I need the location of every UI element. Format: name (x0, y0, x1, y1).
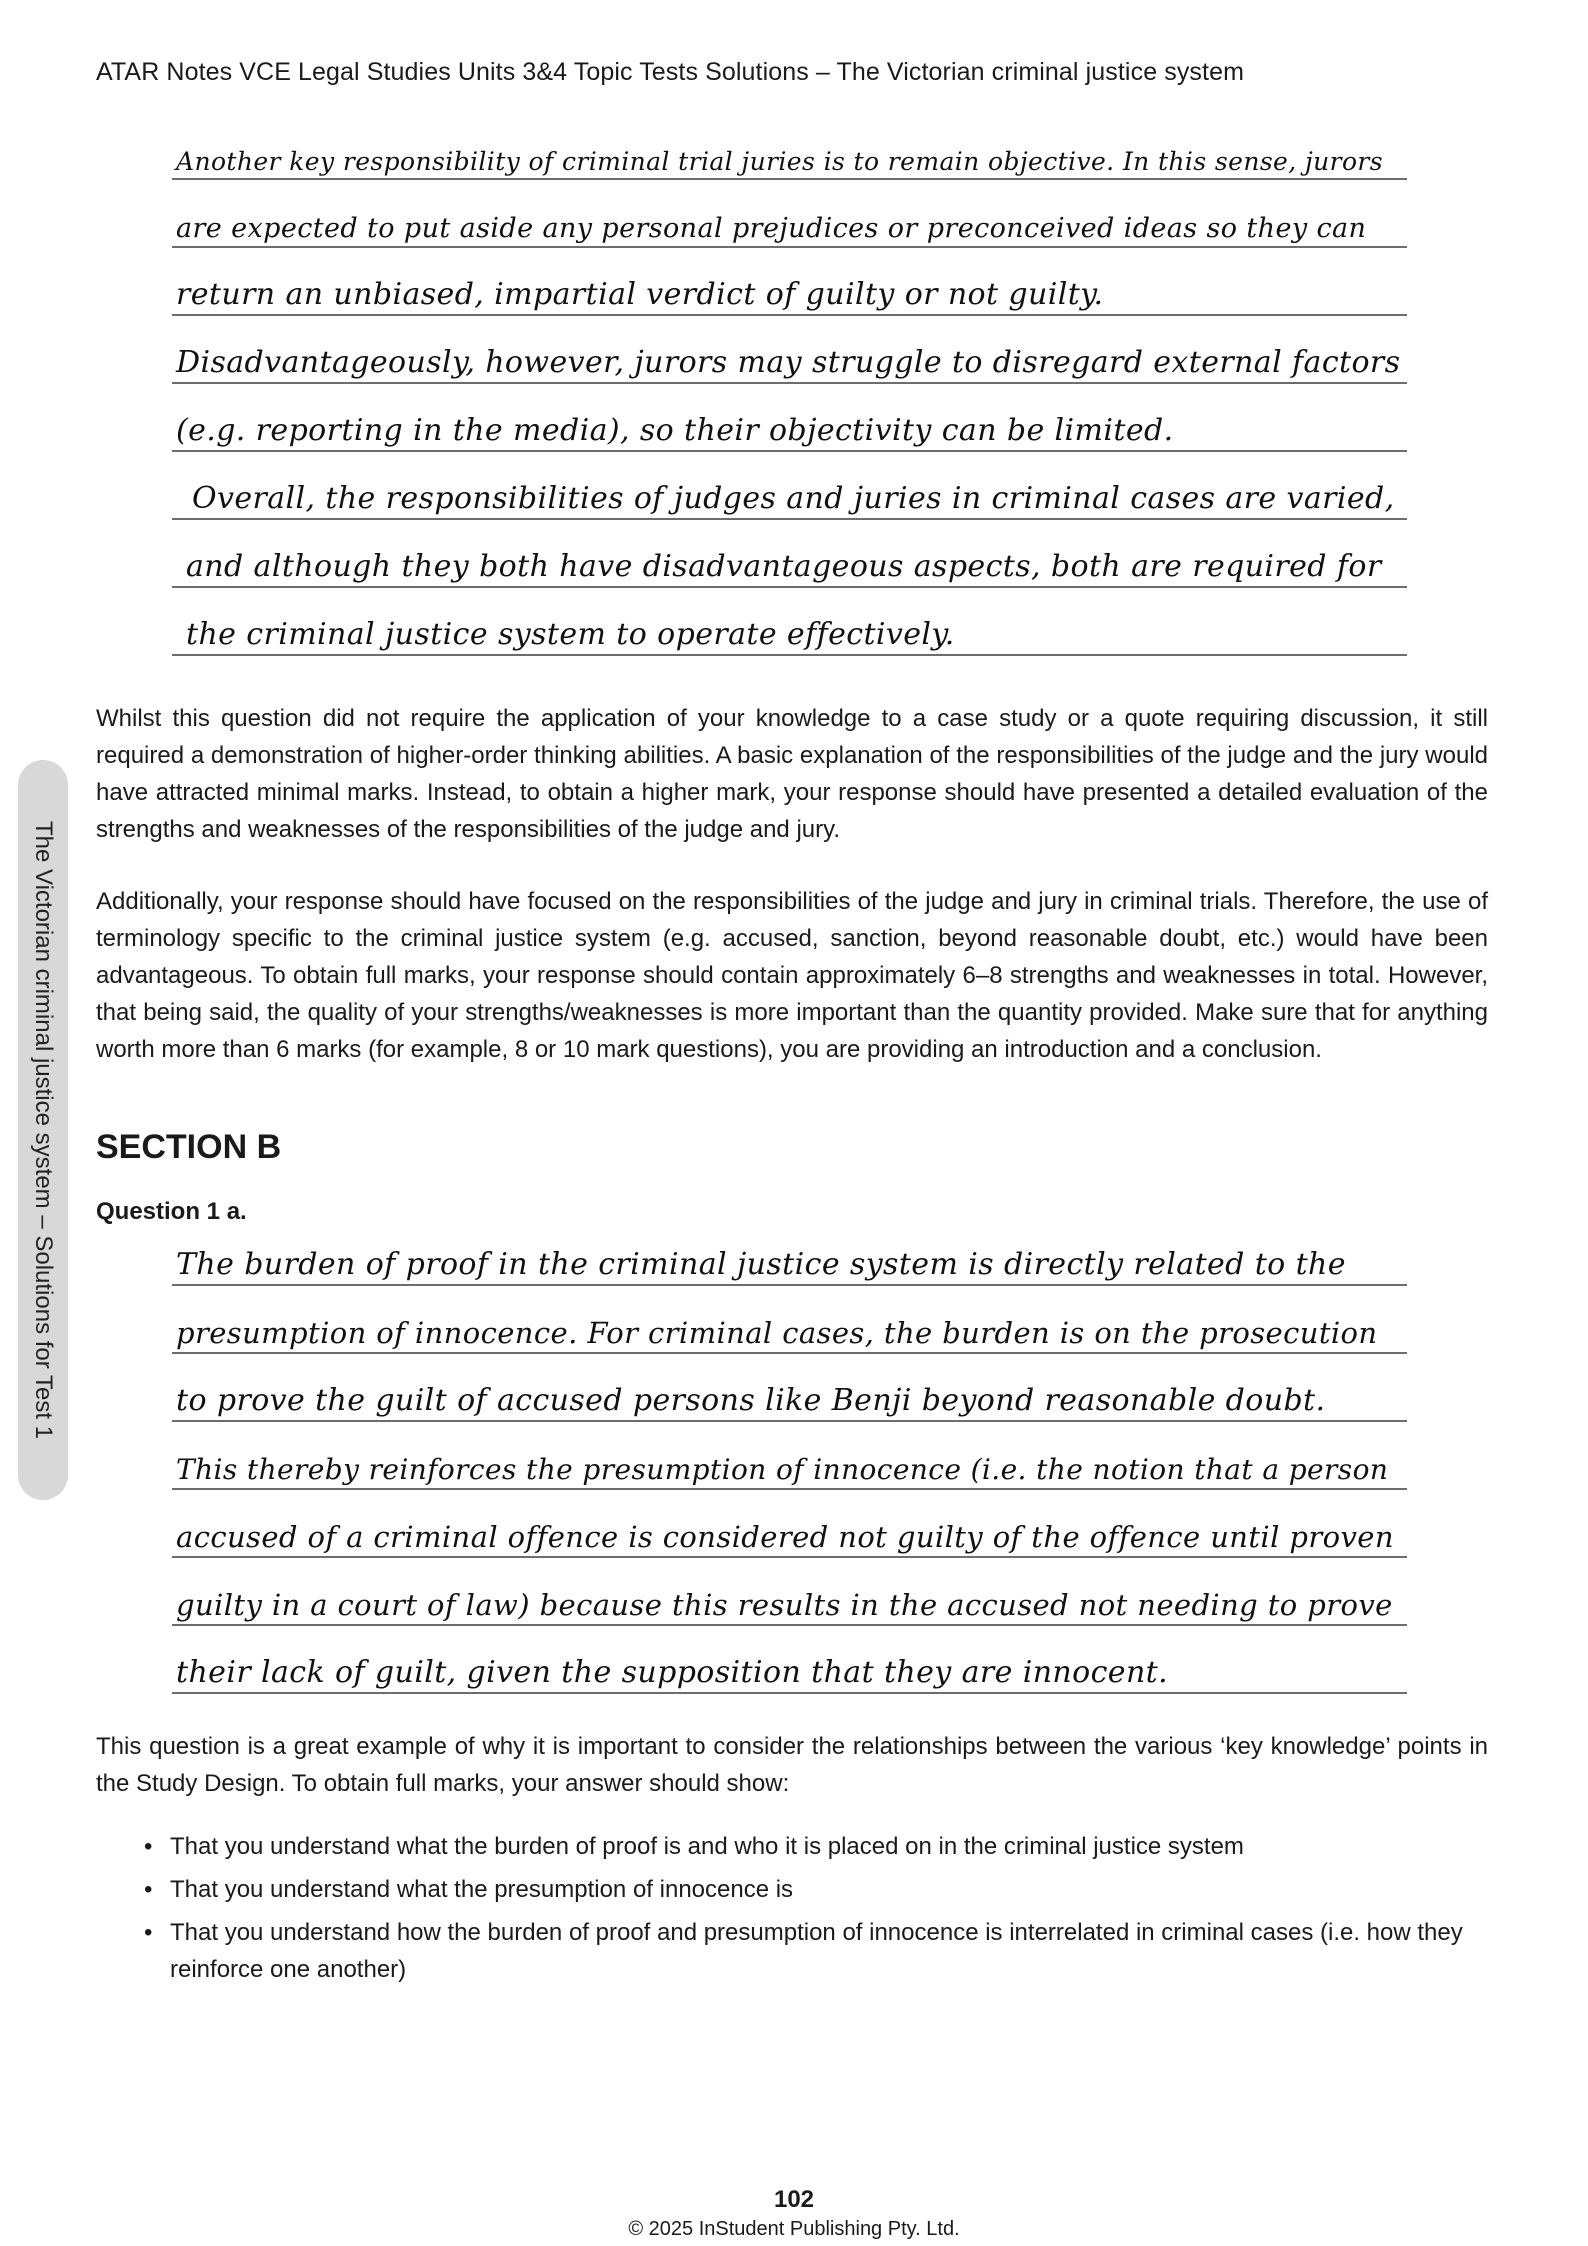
page-number: 102 (773, 2186, 815, 2213)
answer-line: This thereby reinforces the presumption of innocence (i.e. the notion that a person (172, 1422, 1407, 1490)
list-item: • That you understand what the presumption of innocence is (140, 1871, 1480, 1908)
question-label: Question 1 a. (96, 1198, 247, 1225)
section-heading: SECTION B (96, 1128, 282, 1166)
answer-line: presumption of innocence. For criminal cases, the burden is on the prosecution (172, 1286, 1407, 1354)
answer-line: Overall, the responsibilities of judges and juries in criminal cases are varied, (172, 452, 1407, 520)
handwritten-answer-1 (172, 112, 1407, 656)
answer-line: are expected to put aside any personal prejudices or preconceived ideas so they can (172, 180, 1407, 248)
answer-line: guilty in a court of law) because this results in the accused not needing to prove (172, 1558, 1407, 1626)
bullet-icon: • (144, 1833, 153, 1860)
answer-line: return an unbiased, impartial verdict of guilty or not guilty. (172, 248, 1407, 316)
handwritten-answer-2 (172, 1218, 1407, 1694)
answer-line: and although they both have disadvantageous aspects, both are required for (172, 520, 1407, 588)
answer-line: their lack of guilt, given the supposition that they are innocent. (172, 1626, 1407, 1694)
commentary-paragraph: This question is a great example of why it is important to consider the relationships between the various ‘key knowledge’ points in the Study Design. To obtain full marks, your answer should show: (96, 1733, 1488, 1797)
side-tab-label: The Victorian criminal justice system – Solutions for Test 1 (30, 820, 57, 1440)
copyright-notice: © 2025 InStudent Publishing Pty. Ltd. (628, 2218, 960, 2240)
requirements-list (140, 1828, 1480, 1994)
side-tab (18, 760, 68, 1500)
answer-line: (e.g. reporting in the media), so their objectivity can be limited. (172, 384, 1407, 452)
answer-line: to prove the guilt of accused persons like Benji beyond reasonable doubt. (172, 1354, 1407, 1422)
bullet-icon: • (144, 1919, 153, 1946)
bullet-icon: • (144, 1876, 153, 1903)
answer-line: the criminal justice system to operate effectively. (172, 588, 1407, 656)
answer-line: Another key responsibility of criminal trial juries is to remain objective. In this sense, jurors (172, 112, 1407, 180)
running-header: ATAR Notes VCE Legal Studies Units 3&4 Topic Tests Solutions – The Victorian criminal justice system (96, 58, 1245, 86)
answer-line: The burden of proof in the criminal justice system is directly related to the (172, 1218, 1407, 1286)
commentary-paragraph: Whilst this question did not require the application of your knowledge to a case study or a quote requiring discussion, it still required a demonstration of higher-order thinking abilities. A basic explanation of the responsibilities of the judge and the jury would have attracted minimal marks. Instead, to obtain a higher mark, your response should have presented a detailed evaluation of the strengths and weaknesses of the responsibilities of the judge and jury. (96, 705, 1488, 843)
answer-line: accused of a criminal offence is considered not guilty of the offence until proven (172, 1490, 1407, 1558)
answer-line: Disadvantageously, however, jurors may struggle to disregard external factors (172, 316, 1407, 384)
list-item: • That you understand what the burden of proof is and who it is placed on in the criminal justice system (140, 1828, 1480, 1865)
commentary-paragraph: Additionally, your response should have focused on the responsibilities of the judge and jury in criminal trials. Therefore, the use of terminology specific to the criminal justice system (e.g. accused, sanction, beyond reasonable doubt, etc.) would have been advantageous. To obtain full marks, your response should contain approximately 6–8 strengths and weaknesses in total. However, that being said, the quality of your strengths/weaknesses is more important than the quantity provided. Make sure that for anything worth more than 6 marks (for example, 8 or 10 mark questions), you are providing an introduction and a conclusion. (96, 888, 1488, 1063)
list-item: • That you understand how the burden of proof and presumption of innocence is interrelated in criminal cases (i.e. how they reinforce one another) (140, 1914, 1480, 1988)
